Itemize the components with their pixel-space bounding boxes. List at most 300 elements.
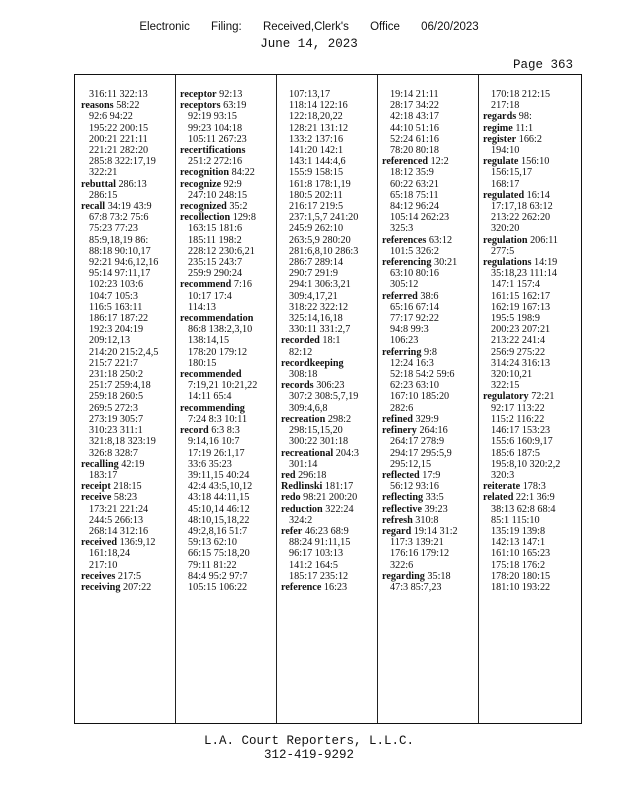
index-word: register	[483, 133, 517, 145]
index-word: regulated	[483, 189, 525, 201]
index-entry-continuation: 92:6 94:22	[89, 111, 133, 123]
index-word: referred	[382, 290, 418, 302]
index-word: reflective	[382, 503, 422, 515]
index-refs: 296:18	[295, 469, 327, 481]
index-entry-continuation: 118:14 122:16	[289, 100, 348, 112]
index-entry-continuation: 183:17	[89, 469, 118, 481]
index-entry-continuation: 45:10,14 46:12	[188, 503, 250, 515]
filing-part: Received,Clerk's	[262, 21, 349, 33]
index-entry	[382, 414, 482, 425]
index-entry	[382, 425, 482, 436]
index-entry-continuation: 52:24 61:16	[390, 133, 439, 145]
index-entry-continuation: 82:12	[289, 346, 313, 358]
index-entry-continuation: 66:15 75:18,20	[188, 548, 250, 560]
index-refs: 30:21	[431, 257, 458, 269]
index-refs: 16:14	[524, 189, 550, 201]
index-word: recommend	[180, 279, 232, 291]
index-entry-continuation: 285:8 322:17,19	[89, 156, 156, 168]
index-refs: 98:	[516, 111, 532, 123]
index-word: refresh	[382, 514, 413, 526]
index-entry-continuation: 178:20 180:15	[491, 570, 551, 582]
index-entry-continuation: 321:8,18 323:19	[89, 436, 156, 448]
index-entry	[281, 470, 381, 481]
index-entry-continuation: 85:1 115:10	[491, 514, 540, 526]
index-entry-continuation: 175:18 176:2	[491, 559, 546, 571]
index-entry-continuation: 228:12 230:6,21	[188, 245, 255, 257]
index-refs: 322:24	[322, 503, 354, 515]
index-word: recollection	[180, 212, 231, 224]
index-entry-continuation: 117:3 139:21	[390, 537, 444, 549]
index-refs: 156:10	[518, 156, 550, 168]
index-entry	[81, 459, 181, 470]
index-entry	[180, 212, 280, 223]
index-entry	[483, 111, 583, 122]
index-word: recalling	[81, 458, 119, 470]
index-word: receives	[81, 570, 116, 582]
index-entry-continuation: 85:9,18,19 86:	[89, 234, 149, 246]
index-word: refined	[382, 413, 413, 425]
index-entry	[382, 347, 482, 358]
index-entry-continuation: 247:10 248:15	[188, 189, 248, 201]
index-column-5	[483, 89, 583, 593]
index-entry	[180, 100, 280, 111]
index-word: regulatory	[483, 391, 529, 403]
index-entry-continuation: 213:22 262:20	[491, 212, 551, 224]
index-word: reflected	[382, 469, 420, 481]
index-entry	[281, 414, 381, 425]
index-entry	[382, 515, 482, 526]
index-entry-continuation: 147:1 157:4	[491, 279, 540, 291]
index-entry-continuation: 320:10,21	[491, 369, 533, 381]
index-word: regarding	[382, 570, 425, 582]
index-entry	[382, 504, 482, 515]
index-refs: 9:8	[421, 346, 437, 358]
index-entry-continuation: 294:1 306:3,21	[289, 279, 351, 291]
index-entry-continuation: 116:5 163:11	[89, 301, 143, 313]
index-entry-continuation: 216:17 219:5	[289, 201, 344, 213]
index-word: regime	[483, 122, 513, 134]
index-entry-continuation: 33:6 35:23	[188, 458, 232, 470]
index-column-1	[81, 89, 181, 593]
filing-part: 06/20/2023	[421, 21, 479, 33]
index-entry-continuation: 99:23 104:18	[188, 122, 243, 134]
index-entry-continuation: 186:17 187:22	[89, 313, 149, 325]
index-refs: 35:2	[226, 201, 248, 213]
index-entry-continuation: 316:11 322:13	[89, 89, 148, 100]
index-entry	[180, 145, 280, 156]
index-entry	[81, 179, 181, 190]
index-entry	[483, 235, 583, 246]
index-entry-continuation: 268:14 312:16	[89, 525, 149, 537]
index-entry-continuation: 138:14,15	[188, 335, 230, 347]
index-entry-continuation: 104:7 105:3	[89, 290, 138, 302]
index-entry-continuation: 62:23 63:10	[390, 380, 439, 392]
index-entry	[281, 358, 381, 369]
index-entry-continuation: 52:18 54:2 59:6	[390, 369, 455, 381]
index-entry-continuation: 264:17 278:9	[390, 436, 445, 448]
index-entry	[483, 123, 583, 134]
index-entry	[483, 492, 583, 503]
index-entry-continuation: 106:23	[390, 335, 419, 347]
index-word: recreational	[281, 447, 334, 459]
index-box	[74, 74, 582, 724]
index-entry-continuation: 17:17,18 63:12	[491, 201, 553, 213]
index-entry-continuation: 298:15,15,20	[289, 425, 343, 437]
index-entry-continuation: 77:17 92:22	[390, 313, 439, 325]
index-column-3	[281, 89, 381, 593]
index-word: receptor	[180, 89, 217, 100]
page-number: Page 363	[512, 58, 573, 72]
filing-part: Electronic	[139, 21, 190, 33]
index-refs: 35:18	[424, 570, 451, 582]
index-entry-continuation: 161:10 165:23	[491, 548, 551, 560]
index-word: recorded	[281, 335, 320, 347]
index-word: referencing	[382, 257, 432, 269]
index-refs: 92:9	[221, 178, 242, 190]
index-column-4	[382, 89, 482, 593]
index-entry-continuation: 192:3 204:19	[89, 324, 144, 336]
index-entry-continuation: 215:7 221:7	[89, 357, 138, 369]
index-entry-continuation: 259:18 260:5	[89, 391, 144, 403]
index-entry-continuation: 156:15,17	[491, 167, 533, 179]
index-refs: 206:11	[527, 234, 558, 246]
index-refs: 6:3 8:3	[208, 425, 240, 437]
filing-part: Office	[370, 21, 400, 33]
index-entry	[382, 291, 482, 302]
index-entry-continuation: 314:24 316:13	[491, 357, 551, 369]
index-refs: 46:23 68:9	[302, 525, 349, 537]
index-entry-continuation: 143:1 144:4,6	[289, 156, 346, 168]
index-refs: 129:8	[230, 212, 256, 224]
index-entry-continuation: 235:15 243:7	[188, 257, 243, 269]
index-entry-continuation: 310:23 311:1	[89, 425, 143, 437]
index-entry-continuation: 38:13 62:8 68:4	[491, 503, 556, 515]
index-entry	[483, 190, 583, 201]
index-refs: 16:23	[321, 581, 348, 593]
index-entry-continuation: 95:14 97:11,17	[89, 268, 151, 280]
index-entry-continuation: 200:23 207:21	[491, 324, 551, 336]
index-word: receptors	[180, 100, 221, 112]
index-entry-continuation: 259:9 290:24	[188, 268, 243, 280]
index-entry-continuation: 105:14 262:23	[390, 212, 450, 224]
filing-stamp	[0, 21, 618, 33]
index-entry-continuation: 42:18 43:17	[390, 111, 439, 123]
index-refs: 18:1	[319, 335, 341, 347]
index-entry-continuation: 307:2 308:5,7,19	[289, 391, 359, 403]
index-entry	[483, 134, 583, 145]
index-entry-continuation: 92:21 94:6,12,16	[89, 257, 159, 269]
index-entry-continuation: 167:10 185:20	[390, 391, 450, 403]
index-entry-continuation: 194:10	[491, 145, 520, 157]
index-entry-continuation: 155:9 158:15	[289, 167, 344, 179]
index-refs: 136:9,12	[117, 537, 156, 549]
index-entry-continuation: 320:3	[491, 469, 515, 481]
index-entry	[382, 257, 482, 268]
index-entry-continuation: 48:10,15,18,22	[188, 514, 250, 526]
index-entry-continuation: 161:18,24	[89, 548, 131, 560]
index-refs: 58:23	[111, 492, 138, 504]
index-entry-continuation: 325:3	[390, 223, 414, 235]
index-entry-continuation: 322:21	[89, 167, 118, 179]
index-entry-continuation: 320:20	[491, 223, 520, 235]
index-refs: 38:6	[417, 290, 439, 302]
index-refs: 17:9	[419, 469, 441, 481]
index-refs: 218:15	[110, 481, 142, 493]
index-entry-continuation: 133:2 137:16	[289, 133, 344, 145]
index-refs: 63:19	[220, 100, 247, 112]
index-entry-continuation: 195:22 200:15	[89, 122, 149, 134]
index-word: regulation	[483, 234, 528, 246]
index-refs: 204:3	[333, 447, 360, 459]
index-entry-continuation: 161:8 178:1,19	[289, 178, 351, 190]
index-entry-continuation: 282:6	[390, 402, 414, 414]
index-entry	[180, 89, 280, 100]
index-refs: 84:22	[229, 167, 255, 179]
index-entry	[281, 504, 381, 515]
index-entry	[180, 403, 280, 414]
index-entry-continuation: 163:15 181:6	[188, 223, 243, 235]
index-entry-continuation: 19:14 21:11	[390, 89, 439, 100]
index-entry-continuation: 44:10 51:16	[390, 122, 439, 134]
index-entry-continuation: 263:5,9 280:20	[289, 234, 351, 246]
index-word: recognition	[180, 167, 230, 179]
index-entry-continuation: 115:2 116:22	[491, 413, 545, 425]
index-entry-continuation: 47:3 85:7,23	[390, 581, 442, 593]
index-word: reiterate	[483, 481, 521, 493]
index-entry-continuation: 217:18	[491, 100, 520, 112]
index-refs: 42:19	[118, 458, 145, 470]
index-refs: 286:13	[115, 178, 147, 190]
index-entry-continuation: 59:13 62:10	[188, 537, 237, 549]
index-word: red	[281, 469, 296, 481]
index-entry-continuation: 290:7 291:9	[289, 268, 338, 280]
index-entry-continuation: 12:24 16:3	[390, 357, 434, 369]
index-entry-continuation: 195:8,10 320:2,2	[491, 458, 561, 470]
index-word: recall	[81, 201, 106, 213]
index-entry-continuation: 122:18,20,22	[289, 111, 343, 123]
index-entry-continuation: 102:23 103:6	[89, 279, 144, 291]
index-entry-continuation: 28:17 34:22	[390, 100, 439, 112]
index-refs: 329:9	[412, 413, 439, 425]
index-entry-continuation: 94:8 99:3	[390, 324, 429, 336]
index-word: records	[281, 380, 314, 392]
reporter-phone: 312-419-9292	[263, 748, 354, 762]
index-word: recertifications	[180, 145, 246, 157]
index-entry-continuation: 128:21 131:12	[289, 122, 349, 134]
index-entry	[281, 380, 381, 391]
index-entry	[81, 100, 181, 111]
index-entry	[483, 156, 583, 167]
index-word: receive	[81, 492, 112, 504]
index-entry	[180, 167, 280, 178]
index-refs: 63:12	[426, 234, 453, 246]
index-entry-continuation: 84:12 96:24	[390, 201, 439, 213]
index-entry	[81, 201, 181, 212]
index-entry-continuation: 294:17 295:5,9	[390, 447, 452, 459]
index-entry-continuation: 324:2	[289, 514, 313, 526]
index-word: reduction	[281, 503, 323, 515]
index-entry-continuation: 84:4 95:2 97:7	[188, 570, 248, 582]
index-entry-continuation: 322:6	[390, 559, 414, 571]
index-entry	[180, 179, 280, 190]
index-entry-continuation: 63:10 80:16	[390, 268, 439, 280]
index-refs: 34:19 43:9	[105, 201, 152, 213]
index-entry	[483, 391, 583, 402]
index-entry	[382, 156, 482, 167]
index-entry-continuation: 101:5 326:2	[390, 245, 439, 257]
index-entry-continuation: 65:16 67:14	[390, 301, 439, 313]
index-word: referring	[382, 346, 422, 358]
index-refs: 217:5	[115, 570, 142, 582]
index-entry-continuation: 79:11 81:22	[188, 559, 237, 571]
index-refs: 92:13	[216, 89, 243, 100]
index-entry-continuation: 273:19 305:7	[89, 413, 144, 425]
index-word: rebuttal	[81, 178, 116, 190]
index-entry-continuation: 168:17	[491, 178, 520, 190]
reporter-name: L.A. Court Reporters, L.L.C.	[203, 734, 415, 748]
index-entry	[382, 526, 482, 537]
index-entry-continuation: 146:17 153:23	[491, 425, 551, 437]
index-entry-continuation: 141:2 164:5	[289, 559, 338, 571]
index-column-2	[180, 89, 280, 593]
index-entry-continuation: 17:19 26:1,17	[188, 447, 245, 459]
transcript-date: June 14, 2023	[260, 37, 358, 51]
index-entry-continuation: 14:11 65:4	[188, 391, 232, 403]
index-entry	[180, 313, 280, 324]
index-entry-continuation: 305:12	[390, 279, 419, 291]
index-refs: 39:23	[421, 503, 448, 515]
index-refs: 207:22	[120, 581, 152, 593]
index-entry-continuation: 245:9 262:10	[289, 223, 344, 235]
index-entry-continuation: 251:7 259:4,18	[89, 380, 151, 392]
index-entry-continuation: 209:12,13	[89, 335, 131, 347]
index-entry	[281, 335, 381, 346]
index-entry-continuation: 176:16 179:12	[390, 548, 450, 560]
index-entry-continuation: 18:12 35:9	[390, 167, 434, 179]
index-refs: 181:17	[322, 481, 354, 493]
index-entry-continuation: 75:23 77:23	[89, 223, 138, 235]
index-word: regulate	[483, 156, 519, 168]
index-entry-continuation: 231:18 250:2	[89, 369, 144, 381]
index-entry-continuation: 92:19 93:15	[188, 111, 237, 123]
index-word: regard	[382, 525, 412, 537]
index-entry-continuation: 269:5 272:3	[89, 402, 138, 414]
index-word: record	[180, 425, 209, 437]
index-entry-continuation: 88:24 91:11,15	[289, 537, 351, 549]
index-entry-continuation: 214:20 215:2,4,5	[89, 346, 159, 358]
index-entry-continuation: 35:18,23 111:14	[491, 268, 558, 280]
index-entry-continuation: 173:21 221:24	[89, 503, 149, 515]
index-entry-continuation: 155:6 160:9,17	[491, 436, 553, 448]
index-entry-continuation: 251:2 272:16	[188, 156, 243, 168]
index-entry-continuation: 221:21 282:20	[89, 145, 149, 157]
index-entry-continuation: 96:17 103:13	[289, 548, 344, 560]
index-entry-continuation: 105:11 267:23	[188, 133, 247, 145]
index-refs: 306:23	[313, 380, 345, 392]
index-refs: 58:22	[113, 100, 140, 112]
index-entry-continuation: 56:12 93:16	[390, 481, 439, 493]
index-entry-continuation: 256:9 275:22	[491, 346, 546, 358]
index-entry-continuation: 286:15	[89, 189, 118, 201]
index-entry-continuation: 185:17 235:12	[289, 570, 349, 582]
index-refs: 12:2	[428, 156, 449, 168]
index-entry-continuation: 105:15 106:22	[188, 581, 248, 593]
index-refs: 33:5	[423, 492, 444, 504]
index-entry-continuation: 180:15	[188, 357, 217, 369]
index-entry-continuation: 42:4 43:5,10,12	[188, 481, 253, 493]
index-entry	[281, 448, 381, 459]
index-entry	[382, 470, 482, 481]
index-entry-continuation: 142:13 147:1	[491, 537, 546, 549]
index-entry-continuation: 217:10	[89, 559, 118, 571]
index-refs: 72:21	[528, 391, 555, 403]
index-entry-continuation: 213:22 241:4	[491, 335, 546, 347]
index-entry-continuation: 7:24 8:3 10:11	[188, 413, 248, 425]
index-entry-continuation: 114:13	[188, 301, 216, 313]
index-entry-continuation: 49:2,8,16 51:7	[188, 525, 248, 537]
index-entry-continuation: 326:8 328:7	[89, 447, 138, 459]
index-entry-continuation: 286:7 289:14	[289, 257, 344, 269]
index-entry-continuation: 9:14,16 10:7	[188, 436, 240, 448]
index-entry	[281, 481, 381, 492]
index-entry-continuation: 244:5 266:13	[89, 514, 144, 526]
index-refs: 19:14 31:2	[411, 525, 458, 537]
index-entry-continuation: 181:10 193:22	[491, 581, 551, 593]
index-refs: 166:2	[516, 133, 542, 145]
index-entry-continuation: 86:8 138:2,3,10	[188, 324, 253, 336]
index-entry-continuation: 88:18 90:10,17	[89, 245, 151, 257]
index-entry-continuation: 295:12,15	[390, 458, 432, 470]
index-word: refer	[281, 525, 303, 537]
index-entry-continuation: 277:5	[491, 245, 515, 257]
index-entry-continuation: 308:18	[289, 369, 318, 381]
index-entry	[382, 235, 482, 246]
index-word: recreation	[281, 413, 326, 425]
index-word: regulations	[483, 257, 532, 269]
index-entry-continuation: 65:18 75:11	[390, 189, 439, 201]
index-entry-continuation: 322:15	[491, 380, 520, 392]
index-entry-continuation: 178:20 179:12	[188, 346, 248, 358]
index-entry-continuation: 330:11 331:2,7	[289, 324, 351, 336]
index-word: reasons	[81, 100, 114, 112]
index-entry-continuation: 78:20 80:18	[390, 145, 439, 157]
index-refs: 264:16	[416, 425, 448, 437]
index-word: recognize	[180, 178, 222, 190]
index-word: recommendation	[180, 313, 254, 325]
index-word: receiving	[81, 581, 121, 593]
index-word: Redlinski	[281, 481, 323, 493]
index-entry-continuation: 185:11 198:2	[188, 234, 242, 246]
index-entry-continuation: 39:11,15 40:24	[188, 469, 250, 481]
index-entry-continuation: 135:19 139:8	[491, 525, 546, 537]
index-word: refinery	[382, 425, 417, 437]
index-entry-continuation: 170:18 212:15	[491, 89, 551, 100]
index-entry-continuation: 180:5 202:11	[289, 189, 343, 201]
index-entry-continuation: 161:15 162:17	[491, 290, 551, 302]
index-refs: 298:2	[325, 413, 352, 425]
index-word: regards	[483, 111, 517, 123]
index-entry	[81, 492, 181, 503]
index-entry-continuation: 301:14	[289, 458, 318, 470]
filing-part: Filing:	[211, 21, 242, 33]
index-entry-continuation: 185:6 187:5	[491, 447, 540, 459]
index-word: related	[483, 492, 514, 504]
index-refs: 98:21 200:20	[300, 492, 358, 504]
index-entry-continuation: 7:19,21 10:21,22	[188, 380, 258, 392]
index-word: reference	[281, 581, 322, 593]
index-word: receipt	[81, 481, 111, 493]
index-entry-continuation: 309:4,17,21	[289, 290, 338, 302]
